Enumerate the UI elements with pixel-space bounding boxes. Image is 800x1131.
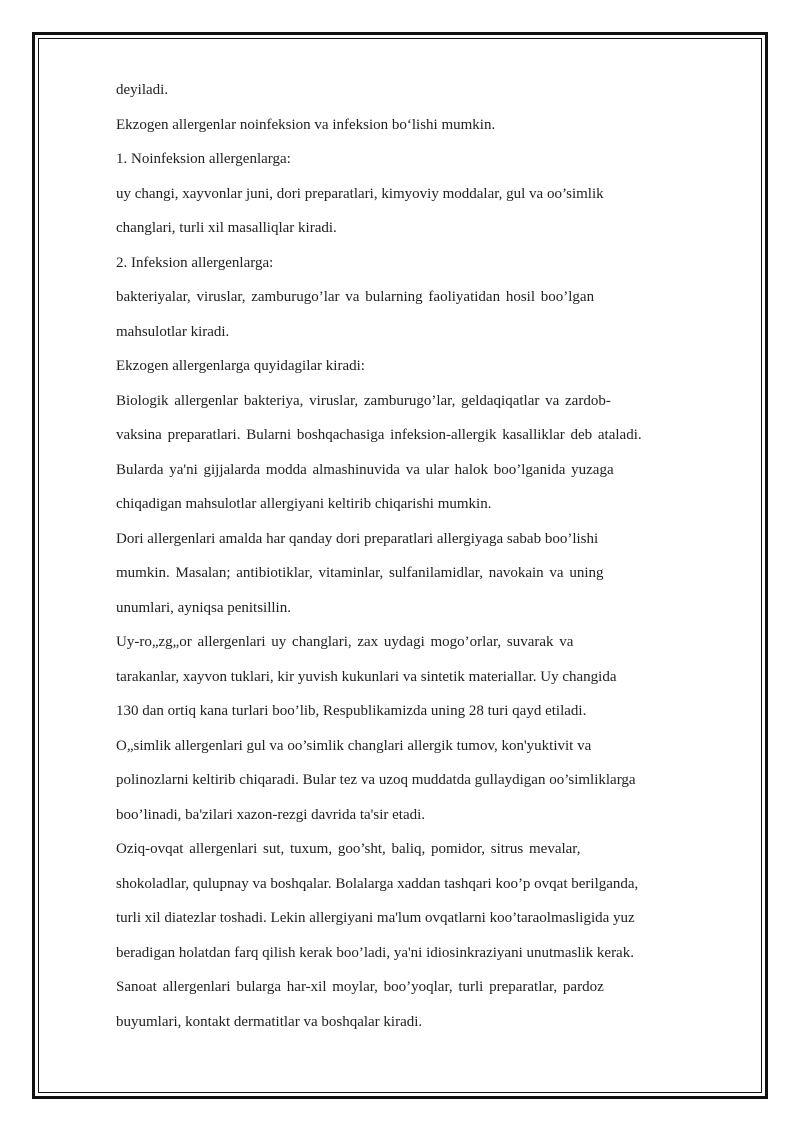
text-line: 1. Noinfeksion allergenlarga:: [116, 151, 291, 167]
text-line: tarakanlar, xayvon tuklari, kir yuvish kukunlari va sintetik materiallar. Uy changida: [116, 668, 617, 685]
text-line: polinozlarni keltirib chiqaradi. Bular tez va uzoq muddatda gullaydigan oo’simliklarga: [116, 772, 636, 788]
text-line: 2. Infeksion allergenlarga:: [116, 254, 274, 271]
text-line: changlari, turli xil masalliqlar kiradi.: [116, 220, 337, 236]
text-line: vaksina preparatlari. Bularni boshqachasiga infeksion-allergik kasalliklar deb ataladi.: [116, 427, 642, 443]
text-line: 130 dan ortiq kana turlari boo’lib, Respublikamizda uning 28 turi qayd etiladi.: [116, 703, 587, 719]
text-line: mahsulotlar kiradi.: [116, 323, 230, 340]
text-line: Ekzogen allergenlar noinfeksion va infeksion bo‘lishi mumkin.: [116, 116, 496, 133]
text-line: shokoladlar, qulupnay va boshqalar. Bolalarga xaddan tashqari koo’p ovqat berilganda,: [116, 875, 639, 892]
text-line: deyiladi.: [116, 82, 169, 98]
text-line: Biologik allergenlar bakteriya, viruslar, zamburugo’lar, geldaqiqatlar va zardob-: [116, 392, 611, 409]
document-body: [116, 73, 712, 1039]
text-line: boo’linadi, ba'zilari xazon-rezgi davrida ta'sir etadi.: [116, 806, 426, 823]
text-line: beradigan holatdan farq qilish kerak boo’ladi, ya'ni idiosinkraziyani unutmaslik kerak.: [116, 944, 634, 961]
text-line: Bularda ya'ni gijjalarda modda almashinuvida va ular halok boo’lganida yuzaga: [116, 461, 614, 478]
text-line: Uy-ro„zg„or allergenlari uy changlari, zax uydagi mogo’orlar, suvarak va: [116, 634, 574, 650]
text-line: bakteriyalar, viruslar, zamburugo’lar va bularning faoliyatidan hosil boo’lgan: [116, 289, 595, 305]
text-line: buyumlari, kontakt dermatitlar va boshqalar kiradi.: [116, 1013, 423, 1030]
text-line: Sanoat allergenlari bularga har-xil moylar, boo’yoqlar, turli preparatlar, pardoz: [116, 979, 604, 995]
text-line: unumlari, ayniqsa penitsillin.: [116, 599, 291, 616]
text-line: O„simlik allergenlari gul va oo’simlik changlari allergik tumov, kon'yuktivit va: [116, 737, 592, 754]
text-line: chiqadigan mahsulotlar allergiyani keltirib chiqarishi mumkin.: [116, 496, 492, 512]
text-line: mumkin. Masalan; antibiotiklar, vitaminlar, sulfanilamidlar, navokain va uning: [116, 565, 604, 581]
text-line: Oziq-ovqat allergenlari sut, tuxum, goo’sht, baliq, pomidor, sitrus mevalar,: [116, 841, 581, 857]
text-line: turli xil diatezlar toshadi. Lekin allergiyani ma'lum ovqatlarni koo’taraolmasligida yuz: [116, 910, 635, 926]
text-line: Ekzogen allergenlarga quyidagilar kiradi:: [116, 358, 365, 374]
text-line: Dori allergenlari amalda har qanday dori preparatlari allergiyaga sabab boo’lishi: [116, 530, 599, 547]
text-line: uy changi, xayvonlar juni, dori preparatlari, kimyoviy moddalar, gul va oo’simlik: [116, 185, 604, 202]
